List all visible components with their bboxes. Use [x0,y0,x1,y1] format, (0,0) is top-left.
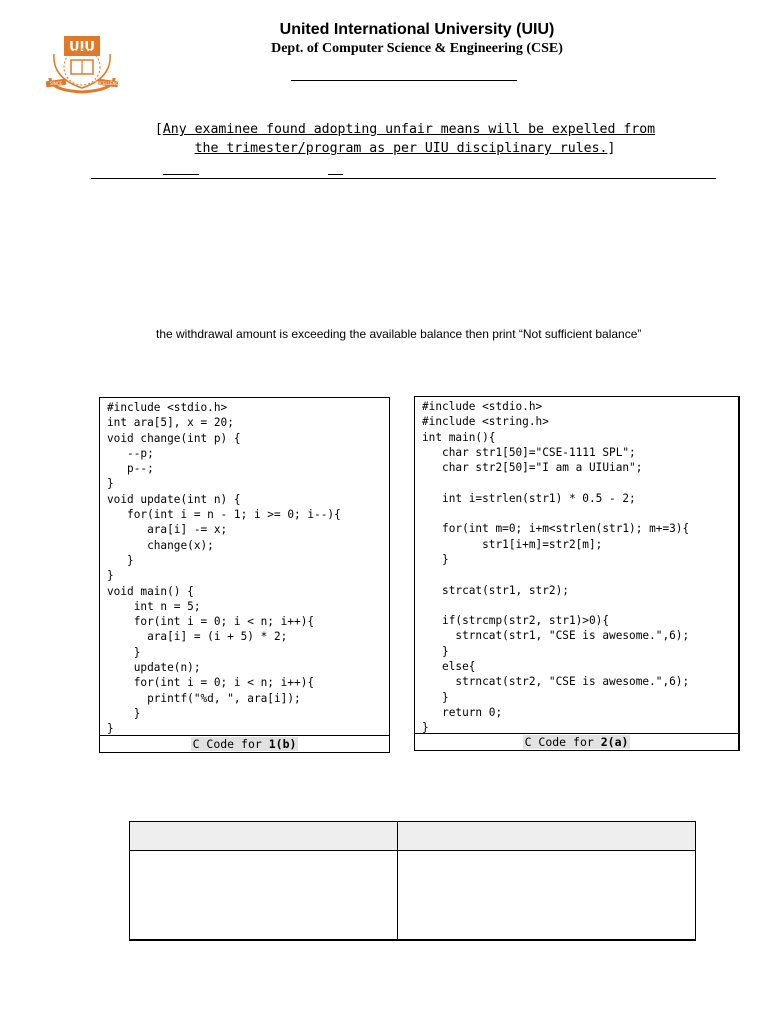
answer-table-column-divider [397,822,398,939]
section-divider [91,178,716,179]
question-text: the withdrawal amount is exceeding the available balance then print “Not sufficient balance” [156,327,642,341]
code-box-2a [414,396,740,751]
name-underline [291,80,517,81]
warning-open-bracket: [ [154,122,163,137]
blank-line-1 [163,174,199,175]
caption-prefix-2a: C Code for [524,735,601,749]
exam-warning [80,120,730,158]
code-caption-2a [415,733,738,750]
caption-ref-2a: 2(a) [600,735,629,749]
warning-line-2: the trimester/program as per UIU disciplinary rules. [194,141,608,156]
answer-table-bottom-border [129,939,696,941]
answer-table [129,821,696,940]
blank-line-2 [328,174,343,175]
warning-line-1: Any examinee found adopting unfair means will be expelled from [162,122,656,137]
university-name: United International University (UIU) [279,21,555,38]
code-caption-1b [100,735,389,752]
caption-ref-1b: 1(b) [268,737,297,751]
code-listing-1b: #include <stdio.h> int ara[5], x = 20; void change(int p) { --p; p--; } void update(int n) { for(int i = n - 1; i >= 0; i--){ ara[i] -= x; change(x); } } void main() { int n = 5; for(int i = 0; i < n; i++){ ara[i] = (i + 5) * 2; } update(n); for(int i = 0; i < n; i++){ printf("%d, ", ara[i]); } } [107,401,341,736]
warning-close-bracket: ] [607,141,616,156]
department-name: Dept. of Computer Science & Engineering (CSE) [271,41,563,56]
logo-motto-right: EXCELLENCE [95,81,120,86]
code-box-1b [99,397,390,753]
logo-text: UIU [69,40,95,55]
code-listing-2a: #include <stdio.h> #include <string.h> int main(){ char str1[50]="CSE-1111 SPL"; char str2[50]="I am a UIUian"; int i=strlen(str1) * 0.5 - 2; for(int m=0; i+m<strlen(str1); m+=3){ str1[i+m]=str2[m]; } strcat(str1, str2); if(strcmp(str2, str1)>0){ strncat(str1, "CSE is awesome.",6); } else{ strncat(str2, "CSE is awesome.",6); } return 0; } [422,400,690,735]
logo-motto-left: SINCE [49,81,63,86]
caption-prefix-1b: C Code for [192,737,269,751]
answer-table-header [130,822,695,851]
